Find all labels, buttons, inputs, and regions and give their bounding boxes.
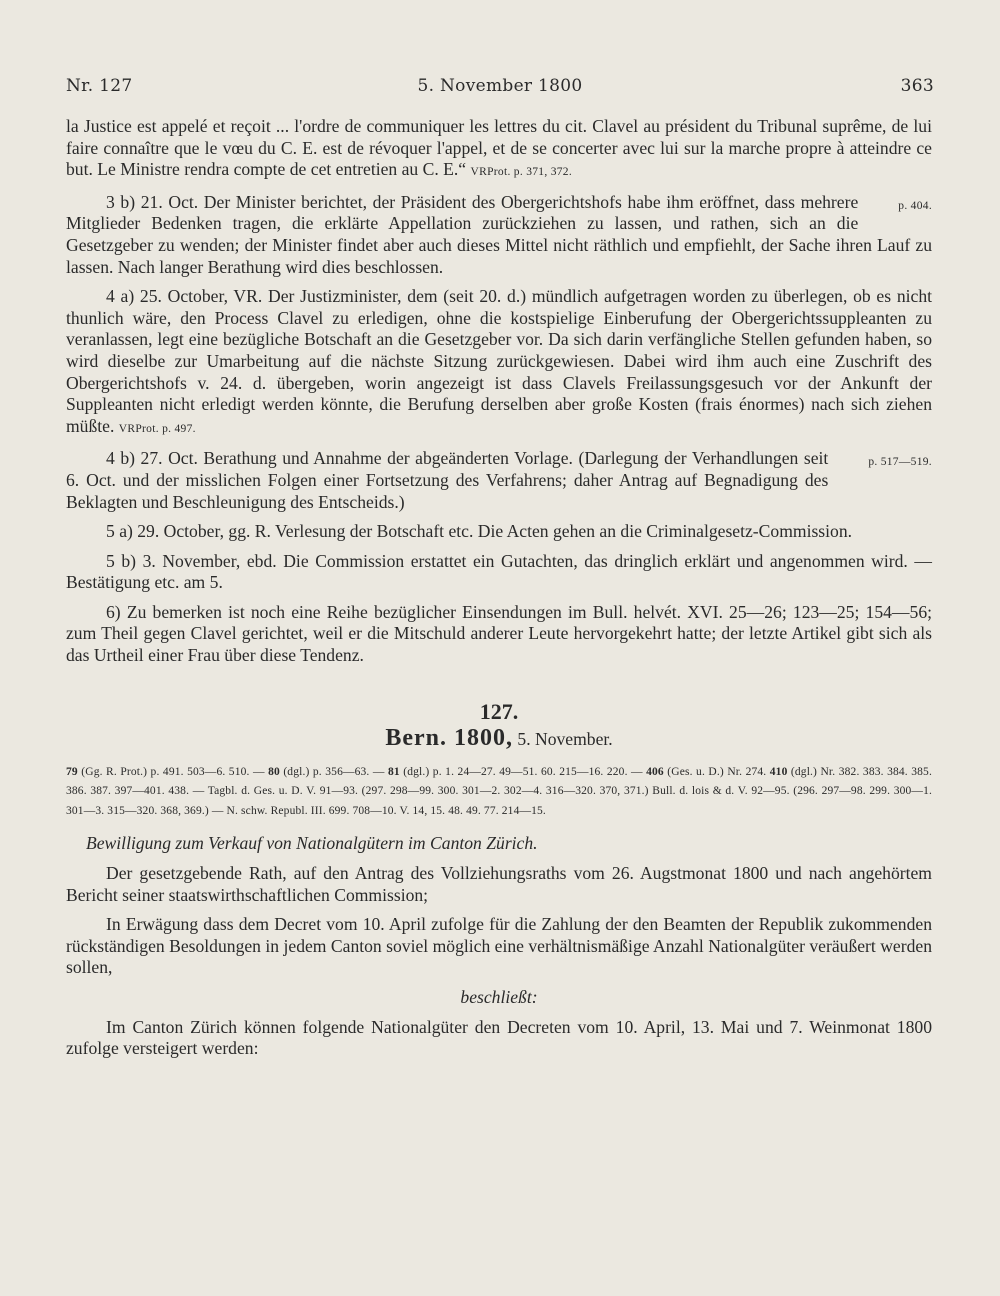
document-number: 127. [479, 698, 519, 724]
page-number: 363 [900, 76, 934, 96]
decree-decides: beschließt: [460, 986, 538, 1007]
paragraph-3-ref: VRProt. p. 497. [118, 422, 196, 435]
paragraph-1-ref: VRProt. p. 371, 372. [470, 166, 573, 179]
page-header [66, 76, 934, 104]
document-date: 5. November. [517, 729, 613, 750]
paragraph-6: 5 b) 3. November, ebd. Die Commission erstattet ein Gutachten, das dringlich erklärt und angenommen wird. — Bestätigung etc. am 5. [66, 550, 932, 593]
decree-article-1: Im Canton Zürich können folgende Nationalgüter den Decreten vom 10. April, 13. Mai und 7. Weinmonat 1800 zufolge versteigert werden: [66, 1016, 932, 1059]
source-references: 79 (Gg. R. Prot.) p. 491. 503—6. 510. — 80 (dgl.) p. 356—63. — 81 (dgl.) p. 1. 24—27. 49—51. 60. 215—16. 220. — 406 (Ges. u. D.) Nr. 274. 410 (dgl.) Nr. 382. 383. 384. 385. 386. 387. 397—401. 438. — Tagbl. d. Ges. u. D. V. 91—93. (297. 298—99. 300. 301—2. 302—4. 316—320. 370, 371.) Bull. d. lois & d. V. 92—95. (296. 297—98. 299. 300—1. 301—3. 315—320. 368, 369.) — N. schw. Republ. III. 699. 708—10. V. 14, 15. 48. 49. 77. 214—15. [66, 765, 932, 817]
paragraph-2-ref: p. 404. [898, 199, 932, 212]
decree-title: Bewilligung zum Verkauf von Nationalgütern im Canton Zürich. [86, 833, 538, 854]
paragraph-2: p. 404. 3 b) 21. Oct. Der Minister berichtet, der Präsident des Obergerichtshofs habe ihm eröffnet, dass mehrere Mitglieder Bedenken tragen, die erklärte Appellation zurückziehen zu lassen, und rathen, sich an die Gesetzgeber zu wenden; der Minister findet aber auch dieses Mittel nicht räthlich und empfiehlt, der Sache ihren Lauf zu lassen. Nach langer Berathung wird dies beschlossen. [66, 191, 932, 277]
paragraph-4-ref: p. 517—519. [868, 456, 932, 469]
decree-preamble-2: In Erwägung dass dem Decret vom 10. April zufolge für die Zahlung der den Beamten der Republik zukommenden rückständigen Besoldungen in jedem Canton soviel möglich eine verhältnismäßige Anzahl Nationalgüter veräußert werden sollen, [66, 914, 932, 978]
header-number: Nr. 127 [66, 76, 133, 96]
header-date: 5. November 1800 [417, 76, 583, 96]
paragraph-3: 4 a) 25. October, VR. Der Justizminister, dem (seit 20. d.) mündlich aufgetragen worden zu überlegen, ob es nicht thunlich wäre, den Process Clavel zu erledigen, ohne die kostspielige Einberufung der Obergerichtssuppleanten zu veranlassen, legt eine bezügliche Botschaft an die Gesetzgeber vor. Da sich darin verfängliche Stellen gefunden haben, so wird dieselbe zur Umarbeitung auf die nächste Sitzung zurückgewiesen. Dabei wird ihm auch eine Zuschrift des Obergerichtshofs v. 24. d. übergeben, worin angezeigt ist dass Clavels Freilassungsgesuch vor der Ankunft der Suppleanten nicht erledigt werden könnte, die Berufung derselben aber große Kosten (frais énormes) nach sich ziehen müßte. VRProt. p. 497. [66, 286, 932, 436]
paragraph-7: 6) Zu bemerken ist noch eine Reihe bezüglicher Einsendungen im Bull. helvét. XVI. 25—26; 123—25; 154—56; zum Theil gegen Clavel gerichtet, weil er die Mitschuld anderer Leute hervorgekehrt hatte; der letzte Artikel gibt sich als das Urtheil einer Frau über diese Tendenz. [66, 601, 932, 666]
paragraph-5: 5 a) 29. October, gg. R. Verlesung der Botschaft etc. Die Acten gehen an die Criminalgesetz-Commission. [106, 521, 853, 542]
paragraph-1: la Justice est appelé et reçoit ... l'ordre de communiquer les lettres du cit. Clavel au président du Tribunal suprême, de lui faire connaître que le vœu du C. E. est de révoquer l'appel, et de se concerter avec lui sur la marche propre à atteindre ce but. Le Ministre rendra compte de cet entretien au C. E.“ VRProt. p. 371, 372. [66, 116, 932, 180]
page-body [66, 116, 932, 1068]
decree-preamble-1: Der gesetzgebende Rath, auf den Antrag des Vollziehungsraths vom 26. Augstmonat 1800 und nach angehörtem Bericht seiner staatswirthschaftlichen Commission; [66, 862, 932, 905]
document-place: Bern. 1800, [385, 725, 513, 752]
document-place-date [66, 725, 932, 752]
paragraph-4: p. 517—519. 4 b) 27. Oct. Berathung und Annahme der abgeänderten Vorlage. (Darlegung der Verhandlungen seit 6. Oct. und der misslichen Folgen einer Fortsetzung des Verfahrens; daher Antrag auf Begnadigung des Beklagten und Beschleunigung des Entscheids.) [66, 448, 932, 512]
